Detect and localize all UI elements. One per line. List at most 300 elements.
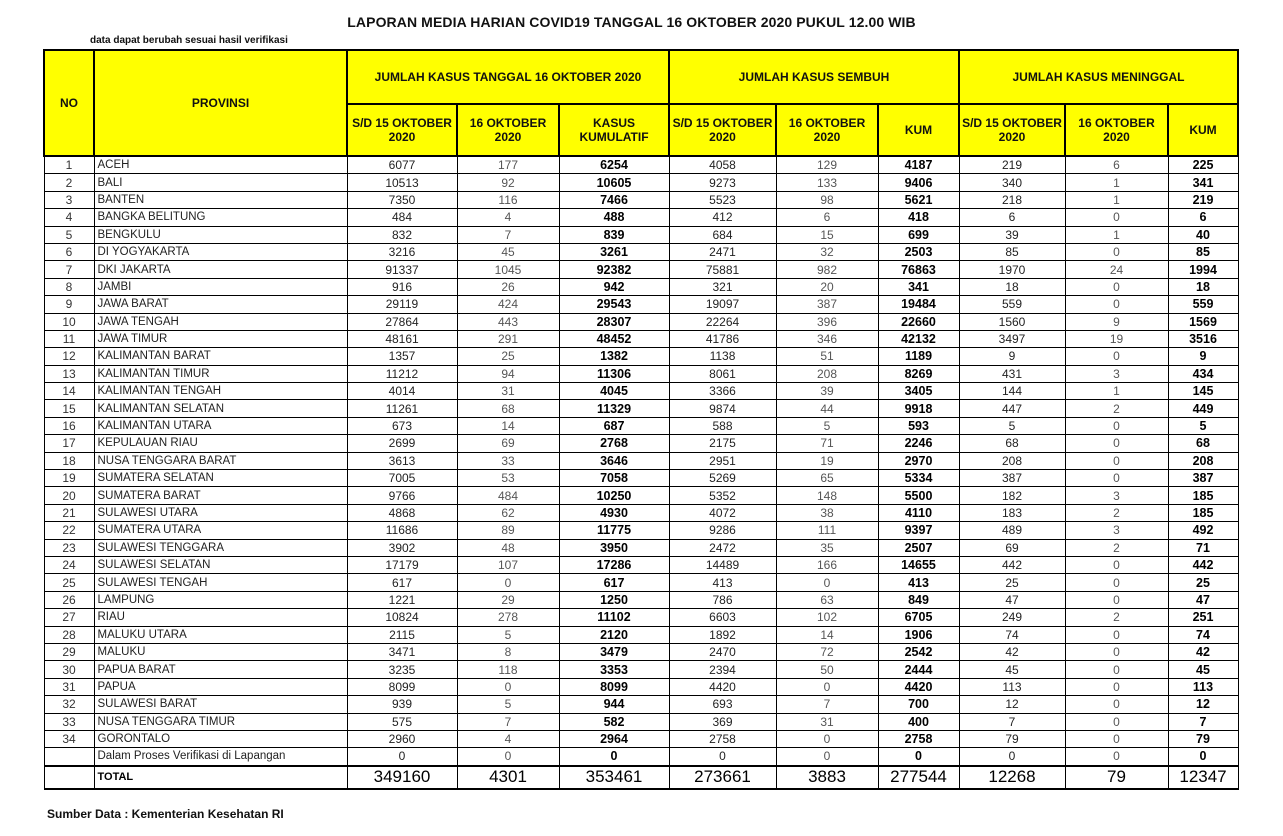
cell-sd15-sembuh: 14489 [669,556,776,573]
row-no: 3 [44,191,94,208]
cell-sd15-kasus: 0 [347,748,457,766]
cell-kum-meninggal: 1569 [1168,313,1238,330]
cell-kum-sembuh: 0 [878,748,959,766]
cell-kumulatif-kasus: 1250 [559,591,669,608]
cell-kum-sembuh: 22660 [878,313,959,330]
cell-16okt-meninggal: 3 [1065,487,1168,504]
table-row [44,400,1238,417]
cell-kum-sembuh: 9918 [878,400,959,417]
table-row [44,313,1238,330]
row-no: 1 [44,156,94,174]
row-no: 16 [44,417,94,434]
cell-16okt-kasus: 424 [457,296,559,313]
table-row [44,348,1238,365]
cell-kumulatif-kasus: 2768 [559,435,669,452]
cell-sd15-kasus: 4868 [347,504,457,521]
row-no: 34 [44,730,94,747]
cell-sd15-sembuh: 5269 [669,470,776,487]
cell-16okt-kasus: 0 [457,574,559,591]
row-provinsi: KALIMANTAN SELATAN [94,400,347,417]
cell-kumulatif-kasus: 7058 [559,470,669,487]
cell-16okt-meninggal: 0 [1065,209,1168,226]
cell-kum-meninggal: 341 [1168,174,1238,191]
row-provinsi: GORONTALO [94,730,347,747]
cell-kumulatif-kasus: 0 [559,748,669,766]
cell-16okt-meninggal: 0 [1065,348,1168,365]
cell-sd15-sembuh: 786 [669,591,776,608]
cell-kum-sembuh: 5621 [878,191,959,208]
cell-kum-sembuh: 4420 [878,678,959,695]
cell-sd15-kasus: 1221 [347,591,457,608]
cell-kum-sembuh: 2444 [878,661,959,678]
row-provinsi: DKI JAKARTA [94,261,347,278]
cell-sd15-kasus: 1357 [347,348,457,365]
row-provinsi: DI YOGYAKARTA [94,243,347,260]
cell-sd15-kasus: 8099 [347,678,457,695]
cell-16okt-meninggal: 0 [1065,696,1168,713]
cell-kum-meninggal: 9 [1168,348,1238,365]
table-row [44,470,1238,487]
cell-kum-meninggal: 68 [1168,435,1238,452]
table-row [44,643,1238,660]
cell-16okt-sembuh: 133 [776,174,878,191]
cell-16okt-meninggal: 0 [1065,452,1168,469]
table-row [44,278,1238,295]
cell-kumulatif-kasus: 3646 [559,452,669,469]
cell-kum-sembuh: 6705 [878,609,959,626]
cell-16okt-sembuh: 102 [776,609,878,626]
cell-kum-meninggal: 387 [1168,470,1238,487]
cell-sd15-sembuh: 8061 [669,365,776,382]
row-no: 17 [44,435,94,452]
table-header [44,50,1238,156]
cell-sd15-meninggal: 1560 [959,313,1065,330]
cell-16okt-meninggal: 1 [1065,191,1168,208]
row-provinsi: SULAWESI UTARA [94,504,347,521]
cell-kum-meninggal: 7 [1168,713,1238,730]
cell-16okt-kasus: 33 [457,452,559,469]
row-no: 18 [44,452,94,469]
cell-16okt-kasus: 45 [457,243,559,260]
cell-sd15-kasus: 916 [347,278,457,295]
cell-16okt-kasus: 5 [457,626,559,643]
cell-16okt-meninggal: 0 [1065,626,1168,643]
cell-kum-meninggal: 0 [1168,748,1238,766]
cell-16okt-sembuh: 166 [776,556,878,573]
cell-kum-meninggal: 79 [1168,730,1238,747]
cell-kum-meninggal: 449 [1168,400,1238,417]
row-no: 28 [44,626,94,643]
cell-sd15-sembuh: 4420 [669,678,776,695]
cell-sd15-kasus: 11261 [347,400,457,417]
cell-kumulatif-kasus: 29543 [559,296,669,313]
cell-kumulatif-kasus: 617 [559,574,669,591]
cell-16okt-sembuh: 346 [776,330,878,347]
cell-sd15-sembuh: 4058 [669,156,776,174]
cell-kum-sembuh: 19484 [878,296,959,313]
cell-16okt-sembuh: 396 [776,313,878,330]
cell-16okt-meninggal: 2 [1065,400,1168,417]
cell-kum-sembuh: 4187 [878,156,959,174]
table-row [44,522,1238,539]
cell-16okt-kasus: 116 [457,191,559,208]
header-no: NO [44,50,94,156]
cell-sd15-meninggal: 442 [959,556,1065,573]
cell-16okt-kasus: 7 [457,226,559,243]
row-provinsi: SULAWESI SELATAN [94,556,347,573]
header-group-sembuh: JUMLAH KASUS SEMBUH [669,50,959,104]
row-no: 14 [44,383,94,400]
row-provinsi: JAWA TENGAH [94,313,347,330]
cell-kum-meninggal: 74 [1168,626,1238,643]
cell-kum-sembuh: 341 [878,278,959,295]
cell-kumulatif-kasus: 11775 [559,522,669,539]
cell-16okt-meninggal: 0 [1065,591,1168,608]
cell-sd15-meninggal: 219 [959,156,1065,174]
cell-16okt-meninggal: 0 [1065,643,1168,660]
row-no: 27 [44,609,94,626]
cell-sd15-meninggal: 39 [959,226,1065,243]
cell-kum-sembuh: 593 [878,417,959,434]
row-provinsi: SULAWESI BARAT [94,696,347,713]
cell-sd15-kasus: 617 [347,574,457,591]
cell-kum-sembuh: 76863 [878,261,959,278]
cell-16okt-meninggal: 3 [1065,522,1168,539]
cell-kumulatif-kasus: 92382 [559,261,669,278]
cell-kum-sembuh: 9397 [878,522,959,539]
cell-kumulatif-kasus: 3261 [559,243,669,260]
cell-16okt-meninggal: 0 [1065,556,1168,573]
cell-sd15-meninggal: 1970 [959,261,1065,278]
table-row [44,556,1238,573]
cell-sd15-kasus: 9766 [347,487,457,504]
cell-sd15-meninggal: 47 [959,591,1065,608]
table-row [44,383,1238,400]
cell-16okt-sembuh: 7 [776,696,878,713]
table-row [44,626,1238,643]
table-row [44,730,1238,747]
table-row [44,191,1238,208]
total-sd15-sembuh: 273661 [669,766,776,789]
row-provinsi: SULAWESI TENGAH [94,574,347,591]
cell-16okt-kasus: 69 [457,435,559,452]
cell-16okt-meninggal: 0 [1065,417,1168,434]
row-provinsi: BENGKULU [94,226,347,243]
table-row [44,417,1238,434]
cell-kum-meninggal: 6 [1168,209,1238,226]
table-row [44,435,1238,452]
row-provinsi: KALIMANTAN TENGAH [94,383,347,400]
cell-16okt-meninggal: 0 [1065,748,1168,766]
cell-16okt-kasus: 443 [457,313,559,330]
row-no: 9 [44,296,94,313]
cell-kum-sembuh: 699 [878,226,959,243]
cell-kumulatif-kasus: 3479 [559,643,669,660]
row-no: 25 [44,574,94,591]
cell-16okt-kasus: 4 [457,730,559,747]
cell-kum-sembuh: 3405 [878,383,959,400]
cell-16okt-meninggal: 0 [1065,470,1168,487]
cell-16okt-meninggal: 2 [1065,609,1168,626]
cell-16okt-meninggal: 1 [1065,226,1168,243]
cell-16okt-kasus: 291 [457,330,559,347]
row-no: 24 [44,556,94,573]
cell-16okt-sembuh: 32 [776,243,878,260]
row-no: 7 [44,261,94,278]
cell-sd15-meninggal: 7 [959,713,1065,730]
row-no: 33 [44,713,94,730]
table-body [44,156,1238,789]
row-no: 19 [44,470,94,487]
row-provinsi: BANTEN [94,191,347,208]
cell-kum-meninggal: 442 [1168,556,1238,573]
cell-16okt-meninggal: 1 [1065,174,1168,191]
cell-sd15-meninggal: 45 [959,661,1065,678]
cell-kumulatif-kasus: 4930 [559,504,669,521]
cell-16okt-kasus: 25 [457,348,559,365]
cell-sd15-sembuh: 2175 [669,435,776,452]
cell-16okt-kasus: 92 [457,174,559,191]
total-16okt-meninggal: 79 [1065,766,1168,789]
cell-kumulatif-kasus: 11329 [559,400,669,417]
total-no [44,766,94,789]
cell-16okt-sembuh: 44 [776,400,878,417]
cell-16okt-kasus: 48 [457,539,559,556]
cell-sd15-kasus: 4014 [347,383,457,400]
cell-sd15-meninggal: 69 [959,539,1065,556]
cell-16okt-sembuh: 148 [776,487,878,504]
cell-sd15-meninggal: 12 [959,696,1065,713]
row-provinsi: JAMBI [94,278,347,295]
cell-sd15-meninggal: 559 [959,296,1065,313]
cell-sd15-kasus: 2960 [347,730,457,747]
cell-sd15-sembuh: 19097 [669,296,776,313]
cell-16okt-sembuh: 6 [776,209,878,226]
cell-kum-sembuh: 1906 [878,626,959,643]
cell-16okt-kasus: 7 [457,713,559,730]
cell-16okt-kasus: 1045 [457,261,559,278]
row-no: 26 [44,591,94,608]
cell-kum-meninggal: 12 [1168,696,1238,713]
cell-sd15-kasus: 2699 [347,435,457,452]
cell-sd15-sembuh: 5523 [669,191,776,208]
cell-kum-meninggal: 85 [1168,243,1238,260]
cell-sd15-sembuh: 2951 [669,452,776,469]
cell-sd15-meninggal: 183 [959,504,1065,521]
cell-sd15-sembuh: 2758 [669,730,776,747]
cell-kumulatif-kasus: 11306 [559,365,669,382]
cell-kumulatif-kasus: 3950 [559,539,669,556]
cell-16okt-sembuh: 208 [776,365,878,382]
cell-16okt-sembuh: 50 [776,661,878,678]
row-provinsi: KALIMANTAN TIMUR [94,365,347,382]
cell-16okt-sembuh: 387 [776,296,878,313]
cell-16okt-kasus: 484 [457,487,559,504]
cell-kum-meninggal: 113 [1168,678,1238,695]
cell-sd15-kasus: 29119 [347,296,457,313]
cell-kum-meninggal: 559 [1168,296,1238,313]
cell-16okt-kasus: 89 [457,522,559,539]
cell-sd15-kasus: 832 [347,226,457,243]
cell-sd15-kasus: 3471 [347,643,457,660]
cell-16okt-meninggal: 24 [1065,261,1168,278]
header-col-kum-sembuh: KUM [878,104,959,156]
header-provinsi: PROVINSI [94,50,347,156]
row-provinsi: SUMATERA UTARA [94,522,347,539]
cell-16okt-meninggal: 9 [1065,313,1168,330]
cell-sd15-meninggal: 85 [959,243,1065,260]
table-row [44,574,1238,591]
header-group-meninggal: JUMLAH KASUS MENINGGAL [959,50,1238,104]
cell-sd15-meninggal: 5 [959,417,1065,434]
cell-sd15-kasus: 11212 [347,365,457,382]
cell-16okt-sembuh: 98 [776,191,878,208]
cell-kum-meninggal: 434 [1168,365,1238,382]
cell-kum-meninggal: 251 [1168,609,1238,626]
cell-sd15-meninggal: 9 [959,348,1065,365]
cell-kum-meninggal: 47 [1168,591,1238,608]
cell-16okt-sembuh: 0 [776,574,878,591]
table-row [44,296,1238,313]
cell-kumulatif-kasus: 1382 [559,348,669,365]
cell-sd15-meninggal: 208 [959,452,1065,469]
cell-kum-meninggal: 185 [1168,487,1238,504]
cell-kum-sembuh: 2503 [878,243,959,260]
row-provinsi: Dalam Proses Verifikasi di Lapangan [94,748,347,766]
table-row [44,487,1238,504]
table-row [44,156,1238,174]
table-row [44,261,1238,278]
row-no: 13 [44,365,94,382]
row-no: 5 [44,226,94,243]
cell-sd15-meninggal: 340 [959,174,1065,191]
cell-16okt-kasus: 4 [457,209,559,226]
cell-kum-sembuh: 8269 [878,365,959,382]
cell-16okt-kasus: 0 [457,678,559,695]
cell-16okt-meninggal: 0 [1065,243,1168,260]
cell-sd15-meninggal: 182 [959,487,1065,504]
cell-sd15-meninggal: 431 [959,365,1065,382]
row-provinsi: KALIMANTAN BARAT [94,348,347,365]
cell-sd15-meninggal: 0 [959,748,1065,766]
total-kum-meninggal: 12347 [1168,766,1238,789]
cell-kum-sembuh: 5334 [878,470,959,487]
cell-kumulatif-kasus: 48452 [559,330,669,347]
cell-16okt-meninggal: 19 [1065,330,1168,347]
header-col-16okt-meninggal: 16 OKTOBER 2020 [1065,104,1168,156]
cell-sd15-kasus: 11686 [347,522,457,539]
data-source-note: Sumber Data : Kementerian Kesehatan RI [47,807,284,821]
cell-sd15-sembuh: 3366 [669,383,776,400]
row-no: 23 [44,539,94,556]
cell-16okt-kasus: 94 [457,365,559,382]
header-col-sd15-kasus: S/D 15 OKTOBER 2020 [347,104,457,156]
cell-16okt-sembuh: 0 [776,748,878,766]
row-no: 31 [44,678,94,695]
cell-sd15-sembuh: 5352 [669,487,776,504]
cell-kumulatif-kasus: 11102 [559,609,669,626]
cell-sd15-kasus: 10513 [347,174,457,191]
total-sd15-kasus: 349160 [347,766,457,789]
cell-sd15-kasus: 3235 [347,661,457,678]
total-16okt-sembuh: 3883 [776,766,878,789]
cell-kum-sembuh: 849 [878,591,959,608]
cell-kum-meninggal: 492 [1168,522,1238,539]
cell-kumulatif-kasus: 2964 [559,730,669,747]
cell-kumulatif-kasus: 28307 [559,313,669,330]
row-no: 15 [44,400,94,417]
cell-16okt-sembuh: 20 [776,278,878,295]
cell-kum-meninggal: 1994 [1168,261,1238,278]
total-row [44,766,1238,789]
cell-kumulatif-kasus: 942 [559,278,669,295]
table-row [44,504,1238,521]
cell-16okt-sembuh: 39 [776,383,878,400]
cell-sd15-meninggal: 489 [959,522,1065,539]
total-kum-sembuh: 277544 [878,766,959,789]
cell-kum-meninggal: 25 [1168,574,1238,591]
cell-kum-meninggal: 208 [1168,452,1238,469]
row-no: 8 [44,278,94,295]
row-provinsi: NUSA TENGGARA BARAT [94,452,347,469]
row-provinsi: JAWA TIMUR [94,330,347,347]
cell-16okt-sembuh: 38 [776,504,878,521]
cell-kum-meninggal: 42 [1168,643,1238,660]
row-provinsi: BALI [94,174,347,191]
cell-kum-sembuh: 2507 [878,539,959,556]
cell-sd15-sembuh: 2394 [669,661,776,678]
table-row [44,609,1238,626]
header-col-kum-meninggal: KUM [1168,104,1238,156]
cell-kumulatif-kasus: 10605 [559,174,669,191]
cell-16okt-sembuh: 65 [776,470,878,487]
cell-sd15-meninggal: 68 [959,435,1065,452]
cell-kum-sembuh: 14655 [878,556,959,573]
cell-sd15-kasus: 3613 [347,452,457,469]
row-no: 29 [44,643,94,660]
cell-kum-sembuh: 413 [878,574,959,591]
cell-16okt-meninggal: 2 [1065,539,1168,556]
table-row [44,539,1238,556]
cell-16okt-meninggal: 0 [1065,678,1168,695]
cell-kum-sembuh: 1189 [878,348,959,365]
cell-16okt-sembuh: 19 [776,452,878,469]
cell-16okt-meninggal: 0 [1065,713,1168,730]
table-row [44,748,1238,766]
table-row [44,226,1238,243]
row-no: 22 [44,522,94,539]
cell-kumulatif-kasus: 4045 [559,383,669,400]
total-kumulatif-kasus: 353461 [559,766,669,789]
cell-16okt-meninggal: 0 [1065,296,1168,313]
cell-16okt-kasus: 177 [457,156,559,174]
cell-16okt-sembuh: 982 [776,261,878,278]
cell-sd15-sembuh: 6603 [669,609,776,626]
cell-16okt-kasus: 53 [457,470,559,487]
cell-sd15-kasus: 6077 [347,156,457,174]
cell-sd15-sembuh: 684 [669,226,776,243]
cell-sd15-kasus: 7005 [347,470,457,487]
cell-sd15-sembuh: 9874 [669,400,776,417]
cell-16okt-meninggal: 1 [1065,383,1168,400]
cell-16okt-sembuh: 63 [776,591,878,608]
cell-sd15-kasus: 939 [347,696,457,713]
cell-sd15-sembuh: 321 [669,278,776,295]
cell-sd15-meninggal: 42 [959,643,1065,660]
cell-sd15-meninggal: 74 [959,626,1065,643]
cell-sd15-sembuh: 9273 [669,174,776,191]
cell-kum-meninggal: 40 [1168,226,1238,243]
